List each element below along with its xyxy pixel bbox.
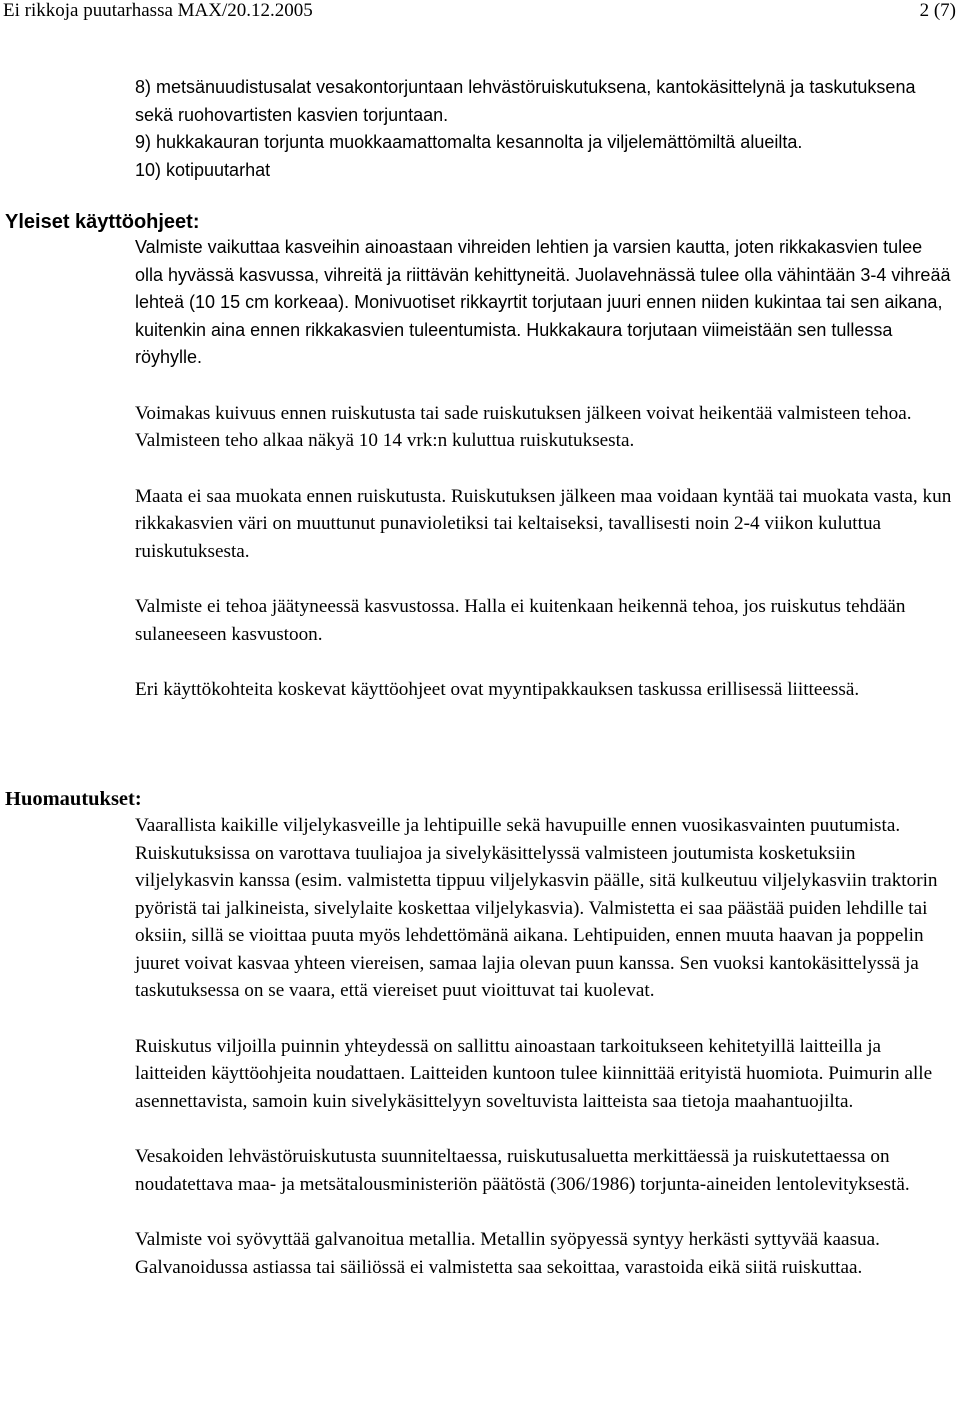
- notes-body: [135, 812, 953, 1281]
- page-header: [0, 0, 960, 24]
- general-paragraph: Eri käyttökohteita koskevat käyttöohjeet ovat myyntipakkauksen taskussa erillisessä liitteessä.: [135, 679, 860, 700]
- usage-item: 10) kotipuutarhat: [135, 159, 271, 180]
- usage-list: [135, 74, 955, 184]
- general-paragraph: Valmiste ei tehoa jäätyneessä kasvustossa. Halla ei kuitenkaan heikennä tehoa, jos ruiskutus tehdään sulaneeseen kasvustoon.: [135, 596, 906, 645]
- notes-heading: Huomautukset:: [5, 788, 142, 810]
- notes-paragraph: Ruiskutus viljoilla puinnin yhteydessä on sallittu ainoastaan tarkoitukseen kehitetyillä laitteilla ja laitteiden käyttöohjeita noudattaen. Laitteiden kuntoon tulee kiinnittää erityistä huomiota. Puimurin alle asennettavista, samoin kuin sivelykäsittelyyn soveltuvista laitteista saa tietoja maahantuojilta.: [135, 1035, 933, 1112]
- notes-paragraph: Valmiste voi syövyttää galvanoitua metallia. Metallin syöpyessä syntyy herkästi syttyvää kaasua. Galvanoidussa astiassa tai säiliössä ei valmistetta saa sekoittaa, varastoida eikä siitä ruiskuttaa.: [135, 1229, 880, 1278]
- general-paragraph: Voimakas kuivuus ennen ruiskutusta tai sade ruiskutuksen jälkeen voivat heikentää valmisteen tehoa. Valmisteen teho alkaa näkyä 10 14 vrk:n kuluttua ruiskutuksesta.: [135, 402, 912, 451]
- usage-item: 8) metsänuudistusalat vesakontorjuntaan lehvästöruiskutuksena, kantokäsittelynä ja taskutuksena sekä ruohovartisten kasvien torjuntaan.: [135, 77, 916, 125]
- notes-paragraph: Vesakoiden lehvästöruiskutusta suunniteltaessa, ruiskutusaluetta merkittäessä ja ruiskutettaessa on noudatettava maa- ja metsätalousministeriön päätöstä (306/1986) torjunta-aineiden lentolevityksestä.: [135, 1146, 910, 1195]
- general-instructions-heading: Yleiset käyttöohjeet:: [5, 211, 200, 233]
- general-paragraph: Maata ei saa muokata ennen ruiskutusta. Ruiskutuksen jälkeen maa voidaan kyntää tai muokata vasta, kun rikkakasvien väri on muuttunut punavioletiksi tai keltaiseksi, tavallisesti noin 2-4 viikon kuluttua ruiskutuksesta.: [135, 485, 952, 562]
- general-paragraph: Valmiste vaikuttaa kasveihin ainoastaan vihreiden lehtien ja varsien kautta, joten rikkakasvien tulee olla hyvässä kasvussa, vihreitä ja riittävän kehittyneitä. Juolavehnässä tulee olla vähintään 3-4 vihreää lehteä (10 15 cm korkeaa). Monivuotiset rikkayrtit torjutaan juuri ennen niiden kukintaa tai sen aikana, kuitenkin aina ennen rikkakasvien tuleentumista. Hukkakaura torjutaan viimeistään sen tullessa röyhylle.: [135, 237, 951, 367]
- document-title: Ei rikkoja puutarhassa MAX/20.12.2005: [3, 0, 313, 21]
- general-instructions-body: [135, 234, 953, 704]
- usage-item: 9) hukkakauran torjunta muokkaamattomalta kesannolta ja viljelemättömiltä alueilta.: [135, 132, 803, 152]
- page-number: 2 (7): [919, 0, 956, 21]
- notes-paragraph: Vaarallista kaikille viljelykasveille ja lehtipuille sekä havupuille ennen vuosikasvainten puutumista. Ruiskutuksissa on varottava tuuliajoa ja sivelykäsittelyssä valmisteen joutumista kosketuksiin viljelykasvin kanssa (esim. valmistetta tippuu viljelykasvin päälle, sitä kulkeutuu viljelykasviin traktorin pyöristä tai jalkineista, sivelylaite koskettaa viljelykasvia). Valmistetta ei saa päästää puiden lehdille tai oksiin, sillä se vioittaa puuta myös lehdettömänä aikana. Lehtipuiden, ennen muuta haavan ja poppelin juuret voivat kasvaa yhteen viereisen, samaa lajia olevan puun kanssa. Sen vuoksi kantokäsittelyssä ja taskutuksessa on se vaara, että viereiset puut vioittuvat tai kuolevat.: [135, 815, 938, 1001]
